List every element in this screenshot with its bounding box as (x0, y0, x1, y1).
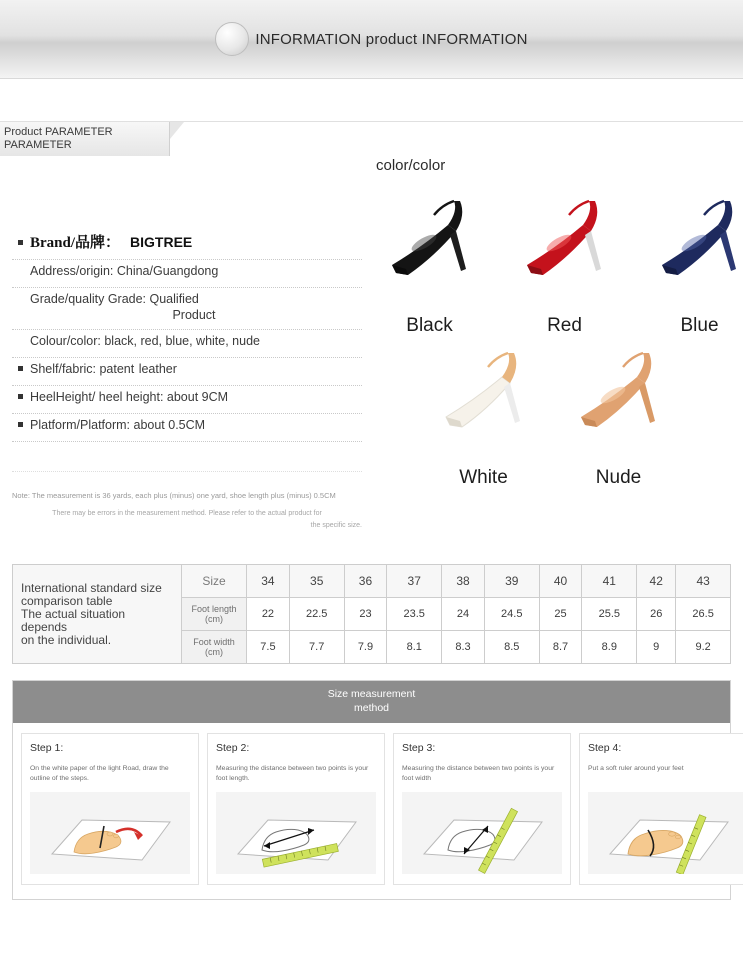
table-cell: 8.7 (539, 631, 582, 664)
size-table-head-line2: comparison table (21, 593, 113, 608)
step-4-desc: Put a soft ruler around your feet (588, 765, 684, 772)
shoe-image-black (362, 195, 497, 313)
color-item-black[interactable] (362, 195, 497, 337)
table-cell: 39 (484, 565, 539, 598)
table-cell: 23 (344, 598, 387, 631)
size-measurement-title-line2: method (353, 702, 390, 714)
step-1-title: Step 1: (30, 742, 64, 754)
product-parameter-tab-body (0, 122, 170, 156)
spec-note-line2 (12, 508, 362, 532)
spec-brand-value: BIGTREE (130, 234, 193, 250)
product-parameter-tab (0, 122, 190, 158)
table-row (13, 565, 731, 598)
table-cell: 36 (344, 565, 387, 598)
spec-heel-height-text: HeelHeight/ heel height: about 9CM (30, 390, 229, 404)
color-label-black: Black (406, 315, 453, 336)
step-4-illustration (588, 792, 743, 874)
table-cell: 7.9 (344, 631, 387, 664)
shoe-image-red (497, 195, 632, 313)
size-table-head-line1: International standard size (21, 580, 162, 595)
spec-row-blank (12, 442, 362, 472)
circle-icon (215, 22, 249, 56)
spec-row-grade (12, 288, 362, 330)
color-item-blue[interactable] (632, 195, 743, 337)
spec-brand-label: Brand/品牌： (30, 235, 121, 251)
table-cell: 8.9 (582, 631, 637, 664)
color-label-nude: Nude (595, 467, 642, 488)
table-cell: 38 (442, 565, 485, 598)
table-cell: 8.3 (442, 631, 485, 664)
table-cell: 22.5 (289, 598, 344, 631)
shoe-image-white (416, 347, 551, 465)
size-row-label: Size (182, 565, 247, 598)
table-cell: 43 (676, 565, 731, 598)
table-cell: 34 (247, 565, 290, 598)
spec-colour-text: Colour/color: black, red, blue, white, nude (30, 334, 260, 348)
table-cell: 26.5 (676, 598, 731, 631)
color-label-blue: Blue (680, 315, 719, 336)
step-2-desc: Measuring the distance between two points is your foot length. (216, 765, 369, 782)
size-table-head-cell (13, 565, 182, 664)
step-1-desc: On the white paper of the light Road, draw the outline of the steps. (30, 765, 169, 782)
table-cell: 23.5 (387, 598, 442, 631)
color-gallery-row-2 (362, 347, 740, 489)
color-label-white: White (459, 467, 508, 488)
information-banner-title: INFORMATION product INFORMATION (255, 30, 528, 48)
table-cell: 9.2 (676, 631, 731, 664)
product-parameter-tab-line2: PARAMETER (4, 139, 72, 151)
color-gallery-row-1 (362, 195, 740, 337)
product-spec-list (12, 232, 362, 532)
step-3-desc: Measuring the distance between two points is your foot width (402, 765, 555, 782)
spec-grade-text-2: Product (172, 308, 216, 322)
spec-row-platform (12, 414, 362, 442)
table-cell: 41 (582, 565, 637, 598)
tab-corner-shape (170, 122, 184, 156)
table-cell: 7.7 (289, 631, 344, 664)
table-cell: 25 (539, 598, 582, 631)
size-table-head-line3: The actual situation depends (21, 606, 126, 634)
spec-row-heel-height (12, 386, 362, 414)
table-cell: 26 (637, 598, 676, 631)
spec-shelf-text-2: leather (138, 362, 177, 376)
product-parameter-tab-line1: Product PARAMETER (4, 126, 113, 138)
shoe-image-nude (551, 347, 686, 465)
step-3-illustration (402, 792, 562, 874)
step-2-title: Step 2: (216, 742, 250, 754)
bullet-icon (18, 422, 23, 427)
spec-shelf-text: Shelf/fabric: patent (30, 362, 135, 376)
spec-note (12, 490, 362, 532)
measurement-step-3 (393, 733, 571, 885)
shoe-image-blue (632, 195, 743, 313)
color-item-white[interactable] (416, 347, 551, 489)
measurement-step-2 (207, 733, 385, 885)
table-cell: 8.5 (484, 631, 539, 664)
size-comparison-table (12, 564, 731, 664)
bullet-icon (18, 366, 23, 371)
measurement-step-4 (579, 733, 743, 885)
color-section-title: color/color (376, 157, 446, 174)
measurement-step-1 (21, 733, 199, 885)
spec-grade-text: Grade/quality Grade: Qualified (30, 292, 199, 306)
color-item-nude[interactable] (551, 347, 686, 489)
spec-row-shelf (12, 358, 362, 386)
table-cell: 24 (442, 598, 485, 631)
table-cell: 8.1 (387, 631, 442, 664)
color-item-red[interactable] (497, 195, 632, 337)
color-label-red: Red (547, 315, 582, 336)
information-banner-inner (0, 22, 743, 56)
spec-platform-text: Platform/Platform: about 0.5CM (30, 418, 206, 432)
table-cell: 25.5 (582, 598, 637, 631)
bullet-icon (18, 394, 23, 399)
color-gallery (362, 195, 740, 489)
step-4-title: Step 4: (588, 742, 622, 754)
spec-row-colour (12, 330, 362, 358)
measurement-steps (13, 723, 730, 899)
size-table-head-line4: on the individual. (21, 632, 112, 647)
step-2-illustration (216, 792, 376, 874)
table-cell: 22 (247, 598, 290, 631)
size-measurement-title-line1: Size measurement (327, 688, 416, 700)
table-cell: 37 (387, 565, 442, 598)
table-cell: 24.5 (484, 598, 539, 631)
table-cell: 40 (539, 565, 582, 598)
size-measurement-header (13, 681, 730, 723)
table-cell: 35 (289, 565, 344, 598)
foot-width-label: Foot width (cm) (182, 631, 247, 664)
spec-row-address (12, 260, 362, 288)
step-3-title: Step 3: (402, 742, 436, 754)
table-cell: 42 (637, 565, 676, 598)
spec-note-line2b: the specific size. (310, 522, 362, 529)
size-measurement-section (12, 680, 731, 900)
table-cell: 9 (637, 631, 676, 664)
spec-address-text: Address/origin: China/Guangdong (30, 264, 219, 278)
foot-length-label: Foot length (cm) (182, 598, 247, 631)
information-banner (0, 0, 743, 79)
spec-row-brand (12, 232, 362, 260)
step-1-illustration (30, 792, 190, 874)
bullet-icon (18, 240, 23, 245)
table-cell: 7.5 (247, 631, 290, 664)
spec-note-line1: Note: The measurement is 36 yards, each plus (minus) one yard, shoe length plus (minus) 0.5CM (12, 491, 336, 500)
spec-note-line2a: There may be errors in the measurement method. Please refer to the actual product for (52, 510, 322, 517)
